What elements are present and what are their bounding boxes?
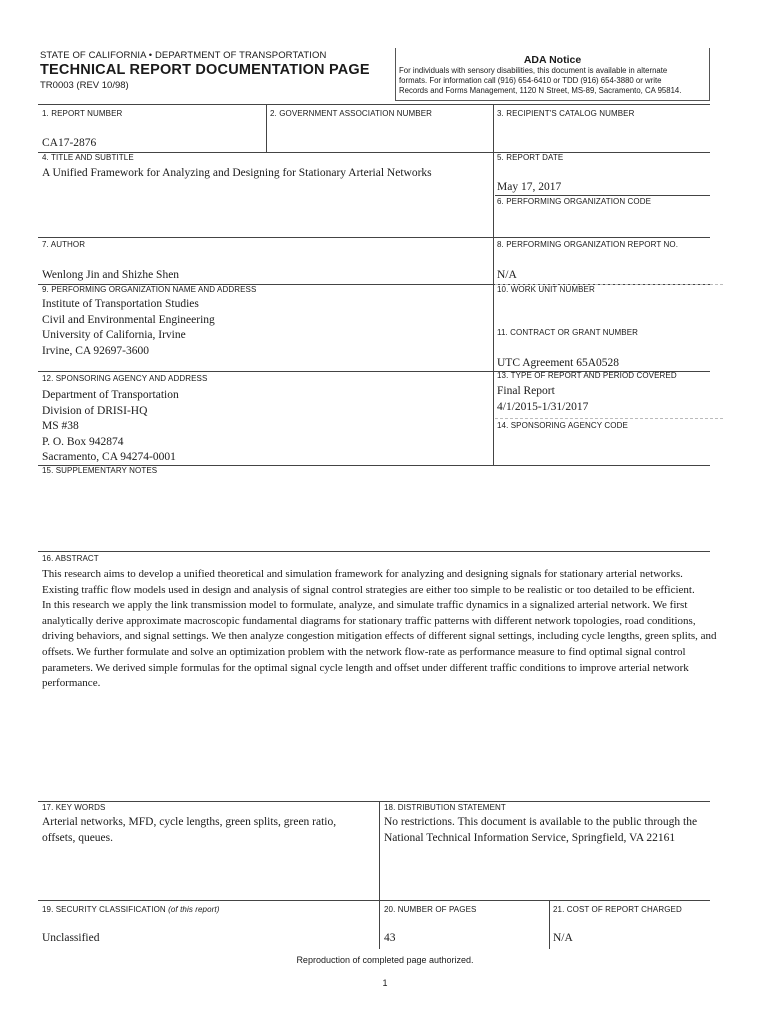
perf-org-address [42,297,215,359]
supp-notes-label: 15. SUPPLEMENTARY NOTES [42,466,158,475]
contract-label: 11. CONTRACT OR GRANT NUMBER [497,328,639,337]
report-date-label: 5. REPORT DATE [497,153,564,162]
form-id: TR0003 (REV 10/98) [40,80,129,91]
perf-org-report-value: N/A [497,269,517,281]
title-value: A Unified Framework for Analyzing and Designing for Stationary Arterial Networks [42,167,432,179]
grid-line [38,801,710,802]
agency-line: STATE OF CALIFORNIA • DEPARTMENT OF TRANSPORTATION [40,50,327,61]
contract-value: UTC Agreement 65A0528 [497,357,620,369]
catalog-number-label: 3. RECIPIENT'S CATALOG NUMBER [497,109,635,118]
report-number-label: 1. REPORT NUMBER [42,109,123,118]
key-words-label: 17. KEY WORDS [42,803,106,812]
address-line: Division of DRISI-HQ [42,404,148,417]
address-line: Department of Transportation [42,389,179,401]
ada-line: formats. For information call (916) 654-6410 or TDD (916) 654-3880 or write [399,76,662,85]
abstract-text [42,567,720,692]
title-label: 4. TITLE AND SUBTITLE [42,153,134,162]
address-line: Sacramento, CA 94274-0001 [42,451,176,463]
address-line: Civil and Environmental Engineering [42,313,215,326]
sponsor-label: 12. SPONSORING AGENCY AND ADDRESS [42,374,208,383]
num-pages-label: 20. NUMBER OF PAGES [384,905,477,914]
address-line: University of California, Irvine [42,329,186,341]
ada-line: For individuals with sensory disabilities, this document is available in alternate [399,66,668,75]
security-label-note: (of this report) [168,905,220,914]
grid-line [38,237,710,238]
security-label [42,905,220,914]
perf-org-name-label: 9. PERFORMING ORGANIZATION NAME AND ADDRESS [42,285,257,294]
gov-accession-label: 2. GOVERNMENT ASSOCIATION NUMBER [270,109,433,118]
grid-line [38,900,710,901]
report-number-value: CA17-2876 [42,137,97,149]
abstract-paragraph: In this research we apply the link transmission model to formulate, analyze, and simulate traffic dynamics in a signalized arterial network. We first analytically derive approximate macroscopic fundamental diagrams for stationary traffic patterns with different network topologies, road conditions, driving behaviors, and signal settings. We then analyze congestion mitigation effects of different signal settings, including cycle lengths, green splits, and offsets. We further formulate and solve an optimization problem with the network flow-rate as performance measure to find optimal signal control parameters. We derived simple formulas for the optimal signal cycle length and offset under different traffic conditions to improve arterial network performance. [42,599,717,690]
grid-line [549,900,550,949]
num-pages-value: 43 [384,932,396,944]
cost-label: 21. COST OF REPORT CHARGED [553,905,682,914]
report-type-line: 4/1/2015-1/31/2017 [497,400,589,413]
security-label-text: 19. SECURITY CLASSIFICATION [42,905,166,914]
report-type-value [497,384,588,415]
grid-line [38,104,710,105]
work-unit-label: 10. WORK UNIT NUMBER [497,285,595,294]
ada-line: Records and Forms Management, 1120 N Street, MS-89, Sacramento, CA 95814. [399,86,682,95]
cost-value: N/A [553,932,573,944]
report-type-line: Final Report [497,385,555,397]
grid-line [266,104,267,152]
perf-org-report-label: 8. PERFORMING ORGANIZATION REPORT NO. [497,240,679,249]
report-type-label: 13. TYPE OF REPORT AND PERIOD COVERED [497,371,677,380]
address-line: MS #38 [42,420,79,432]
ada-notice [395,48,710,101]
distribution-label: 18. DISTRIBUTION STATEMENT [384,803,506,812]
author-label: 7. AUTHOR [42,240,86,249]
grid-line [38,551,710,552]
perf-org-code-label: 6. PERFORMING ORGANIZATION CODE [497,197,652,206]
address-line: Irvine, CA 92697-3600 [42,344,150,357]
grid-line [493,104,494,465]
grid-line [379,801,380,949]
address-line: Institute of Transportation Studies [42,298,199,310]
address-line: P. O. Box 942874 [42,435,124,448]
grid-line [38,152,710,153]
reproduction-note: Reproduction of completed page authorized. [296,955,474,965]
form-title: TECHNICAL REPORT DOCUMENTATION PAGE [40,62,370,78]
key-words-value: Arterial networks, MFD, cycle lengths, green splits, green ratio, offsets, queues. [42,816,337,844]
page-number: 1 [382,978,388,988]
grid-line [495,418,723,419]
abstract-label: 16. ABSTRACT [42,554,99,563]
report-date-value: May 17, 2017 [497,181,562,193]
sponsor-address [42,388,179,466]
author-value: Wenlong Jin and Shizhe Shen [42,269,180,281]
sponsor-code-label: 14. SPONSORING AGENCY CODE [497,421,628,430]
distribution-value: No restrictions. This document is available to the public through the National Technical Information Service, Springfield, VA 22161 [384,816,698,844]
security-value: Unclassified [42,932,100,944]
ada-title: ADA Notice [523,54,582,66]
abstract-paragraph: This research aims to develop a unified theoretical and simulation framework for analyzing and designing signals for stationary arterial networks. Existing traffic flow models used in design and analysis of signal control strategies are either too simple to be realistic or too detailed to be efficient. [42,568,695,596]
